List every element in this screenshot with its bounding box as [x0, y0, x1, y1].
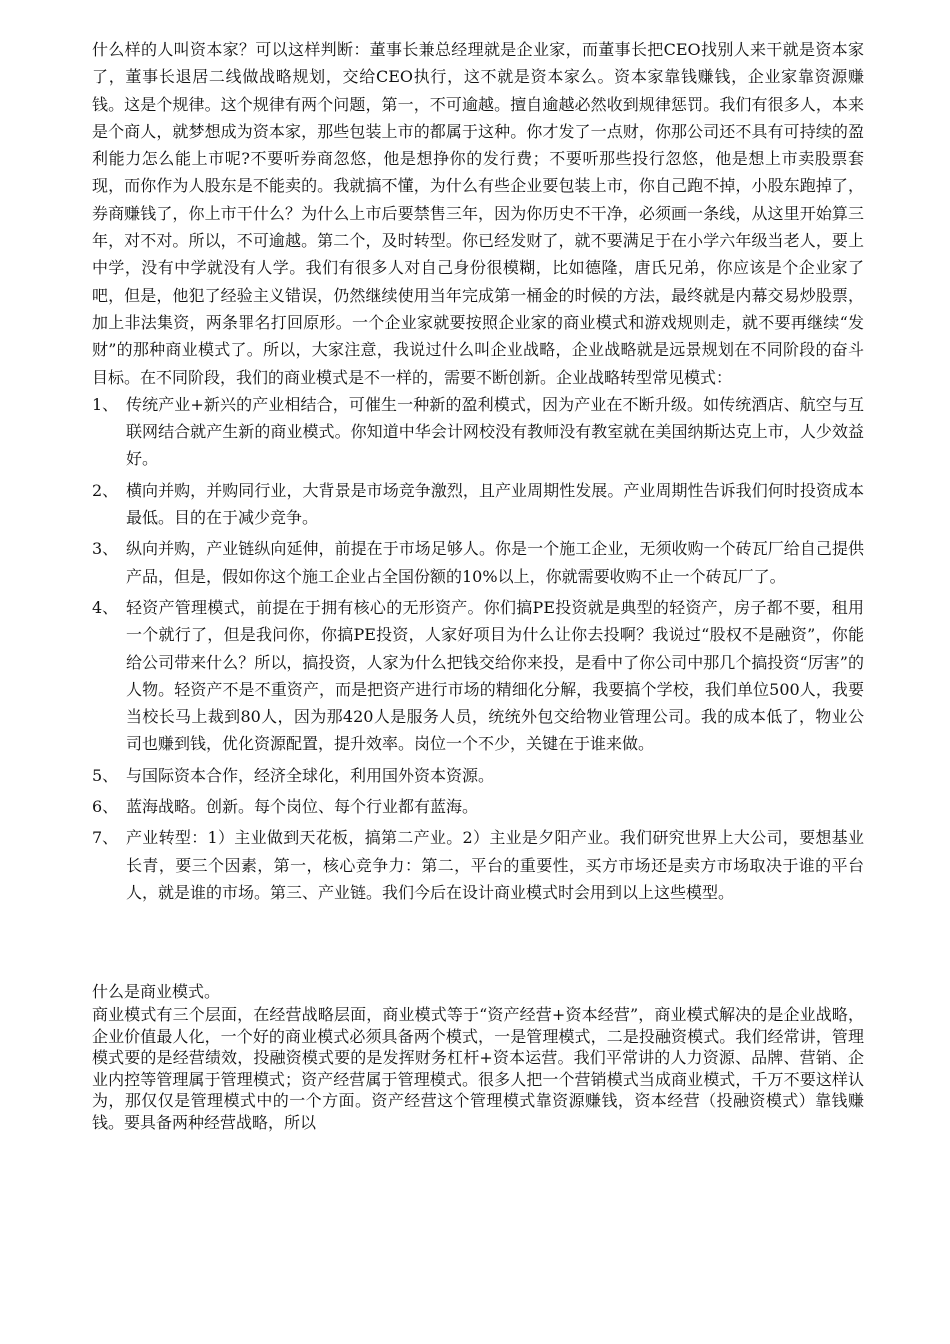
list-item-number: 2、 [92, 480, 119, 500]
list-item [92, 477, 864, 532]
list-item [92, 793, 864, 820]
section-paragraph: 商业模式有三个层面，在经营战略层面，商业模式等于“资产经营+资本经营”，商业模式解决的是企业战略，企业价值最人化，一个好的商业模式必须具备两个模式，一是管理模式，二是投融资模式。我们经常讲，管理模式要的是经营绩效，投融资模式要的是发挥财务杠杆+资本运营。我们平常讲的人力资源、品牌、营销、企业内控等管理属于管理模式；资产经营属于管理模式。很多人把一个营销模式当成商业模式，千万不要这样认为，那仅仅是管理模式中的一个方面。资产经营这个管理模式靠资源赚钱，资本经营（投融资模式）靠钱赚钱。要具备两种经营战略，所以 [92, 1005, 864, 1132]
list-item-text: 与国际资本合作，经济全球化，利用国外资本资源。 [126, 765, 495, 785]
list-item [92, 824, 864, 906]
intro-paragraph: 什么样的人叫资本家？可以这样判断：董事长兼总经理就是企业家，而董事长把CEO找别人来干就是资本家了，董事长退居二线做战略规划，交给CEO执行，这不就是资本家么。资本家靠钱赚钱，企业家靠资源赚钱。这是个规律。这个规律有两个问题，第一，不可逾越。擅自逾越必然收到规律惩罚。我们有很多人，本来是个商人，就梦想成为资本家，那些包装上市的都属于这种。你才发了一点财，你那公司还不具有可持续的盈利能力怎么能上市呢?不要听券商忽悠，他是想挣你的发行费；不要听那些投行忽悠，他是想上市卖股票套现，而你作为人股东是不能卖的。我就搞不懂，为什么有些企业要包装上市，你自己跑不掉，小股东跑掉了，券商赚钱了，你上市干什么？为什么上市后要禁售三年，因为你历史不干净，必须画一条线，从这里开始算三年，对不对。所以，不可逾越。第二个，及时转型。你已经发财了，就不要满足于在小学六年级当老人，要上中学，没有中学就没有人学。我们有很多人对自己身份很模糊，比如德隆，唐氏兄弟，你应该是个企业家了吧，但是，他犯了经验主义错误，仍然继续使用当年完成第一桶金的时候的方法，最终就是内幕交易炒股票，加上非法集资，两条罪名打回原形。一个企业家就要按照企业家的商业模式和游戏规则走，就不要再继续“发财”的那种商业模式了。所以，大家注意，我说过什么叫企业战略，企业战略就是远景规划在不同阶段的奋斗目标。在不同阶段，我们的商业模式是不一样的，需要不断创新。企业战略转型常见模式： [92, 40, 864, 387]
transformation-modes-list [92, 391, 864, 906]
list-item-text: 传统产业+新兴的产业相结合，可催生一种新的盈利模式，因为产业在不断升级。如传统酒店、航空与互联网结合就产生新的商业模式。你知道中华会计网校没有教师没有教室就在美国纳斯达克上市，人少效益好。 [126, 394, 864, 469]
list-item-text: 蓝海战略。创新。每个岗位、每个行业都有蓝海。 [126, 797, 479, 817]
list-item [92, 762, 864, 789]
list-item-text: 纵向并购，产业链纵向延伸，前提在于市场足够人。你是一个施工企业，无须收购一个砖瓦厂给自己提供产品，但是，假如你这个施工企业占全国份额的10%以上，你就需要收购不止一个砖瓦厂了。 [126, 539, 864, 586]
list-item-number: 1、 [92, 394, 119, 414]
list-item-number: 4、 [92, 597, 119, 617]
blank-space [92, 910, 864, 980]
section-heading: 什么是商业模式。 [92, 982, 221, 1002]
list-item-number: 3、 [92, 539, 119, 559]
list-item-text: 轻资产管理模式，前提在于拥有核心的无形资产。你们搞PE投资就是典型的轻资产，房子都不要，租用一个就行了，但是我问你，你搞PE投资，人家好项目为什么让你去投啊？我说过“股权不是融资”，你能给公司带来什么？所以，搞投资，人家为什么把钱交给你来投，是看中了你公司中那几个搞投资“厉害”的人物。轻资产不是不重资产，而是把资产进行市场的精细化分解，我要搞个学校，我们单位500人，我要当校长马上裁到80人，因为那420人是服务人员，统统外包交给物业管理公司。我的成本低了，物业公司也赚到钱，优化资源配置，提升效率。岗位一个不少，关键在于谁来做。 [126, 597, 864, 754]
list-item [92, 391, 864, 473]
list-item [92, 594, 864, 758]
list-item-number: 7、 [92, 828, 119, 848]
list-item-number: 5、 [92, 765, 119, 785]
document-page [92, 36, 864, 1133]
list-item-text: 产业转型：1）主业做到天花板，搞第二产业。2）主业是夕阳产业。我们研究世界上大公司，要想基业长青，要三个因素，第一，核心竞争力：第二，平台的重要性，买方市场还是卖方市场取决于谁的平台人，就是谁的市场。第三、产业链。我们今后在设计商业模式时会用到以上这些模型。 [126, 828, 864, 902]
list-item-text: 横向并购，并购同行业，大背景是市场竞争激烈，且产业周期性发展。产业周期性告诉我们何时投资成本最低。目的在于减少竞争。 [126, 480, 864, 528]
list-item [92, 535, 864, 590]
list-item-number: 6、 [92, 797, 119, 817]
